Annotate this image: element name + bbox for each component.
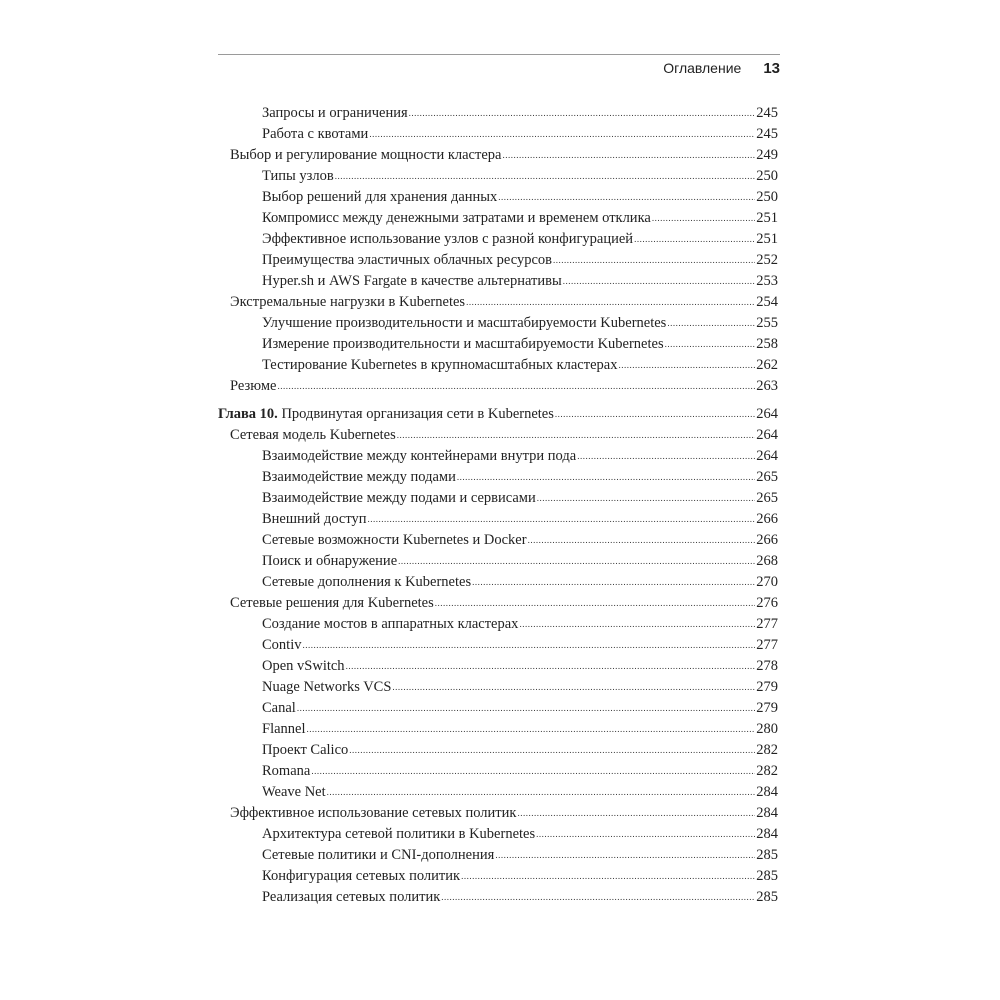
dot-leader bbox=[297, 697, 755, 719]
dot-leader bbox=[335, 165, 756, 187]
toc-entry-page: 265 bbox=[756, 490, 778, 506]
toc-subsection-entry[interactable] bbox=[218, 488, 778, 509]
toc-subsection-entry[interactable] bbox=[218, 635, 778, 656]
toc-entry-title: Преимущества эластичных облачных ресурсов bbox=[262, 252, 552, 268]
toc-entry-page: 285 bbox=[756, 847, 778, 863]
toc-entry-page: 280 bbox=[756, 721, 778, 737]
dot-leader bbox=[409, 102, 756, 124]
dot-leader bbox=[634, 228, 755, 250]
toc-subsection-entry[interactable] bbox=[218, 719, 778, 740]
toc-chapter-entry[interactable] bbox=[218, 404, 778, 425]
toc-entry-title: Сетевые политики и CNI-дополнения bbox=[262, 847, 495, 863]
toc-entry-page: 253 bbox=[756, 273, 778, 289]
dot-leader bbox=[435, 592, 756, 614]
toc-subsection-entry[interactable] bbox=[218, 250, 778, 271]
toc-entry-page: 265 bbox=[756, 469, 778, 485]
toc-entry-title: Конфигурация сетевых политик bbox=[262, 868, 461, 884]
toc-subsection-entry[interactable] bbox=[218, 313, 778, 334]
toc-subsection-entry[interactable] bbox=[218, 229, 778, 250]
toc-entry-page: 276 bbox=[756, 595, 778, 611]
toc-subsection-entry[interactable] bbox=[218, 446, 778, 467]
toc-subsection-entry[interactable] bbox=[218, 740, 778, 761]
toc-entry-page: 282 bbox=[756, 742, 778, 758]
toc-entry-title: Компромисс между денежными затратами и временем отклика bbox=[262, 210, 651, 226]
toc-subsection-entry[interactable] bbox=[218, 355, 778, 376]
dot-leader bbox=[517, 802, 755, 824]
toc-subsection-entry[interactable] bbox=[218, 677, 778, 698]
toc-entry-page: 263 bbox=[756, 378, 778, 394]
toc-entry-page: 245 bbox=[756, 126, 778, 142]
toc-subsection-entry[interactable] bbox=[218, 208, 778, 229]
dot-leader bbox=[392, 676, 755, 698]
toc-entry-page: 245 bbox=[756, 105, 778, 121]
toc-entry-title: Выбор решений для хранения данных bbox=[262, 189, 498, 205]
dot-leader bbox=[536, 823, 755, 845]
toc-subsection-entry[interactable] bbox=[218, 271, 778, 292]
dot-leader bbox=[495, 844, 755, 866]
toc-entry-page: 250 bbox=[756, 168, 778, 184]
toc-entry-title: Запросы и ограничения bbox=[262, 105, 408, 121]
toc-subsection-entry[interactable] bbox=[218, 509, 778, 530]
toc-entry-page: 285 bbox=[756, 868, 778, 884]
toc-entry-title bbox=[218, 404, 554, 425]
dot-leader bbox=[498, 186, 755, 208]
toc-subsection-entry[interactable] bbox=[218, 845, 778, 866]
toc-subsection-entry[interactable] bbox=[218, 530, 778, 551]
dot-leader bbox=[457, 466, 755, 488]
toc-subsection-entry[interactable] bbox=[218, 572, 778, 593]
dot-leader bbox=[577, 445, 755, 467]
toc-entry-title: Hyper.sh и AWS Fargate в качестве альтернативы bbox=[262, 273, 562, 289]
toc-entry-title: Сетевые возможности Kubernetes и Docker bbox=[262, 532, 527, 548]
dot-leader bbox=[302, 634, 755, 656]
dot-leader bbox=[537, 487, 756, 509]
dot-leader bbox=[397, 424, 755, 446]
toc-subsection-entry[interactable] bbox=[218, 887, 778, 908]
toc-entry-page: 278 bbox=[756, 658, 778, 674]
toc-entry-page: 255 bbox=[756, 315, 778, 331]
chapter-title: Продвинутая организация сети в Kubernetes bbox=[281, 406, 554, 422]
dot-leader bbox=[311, 760, 755, 782]
toc-entry-title: Сетевая модель Kubernetes bbox=[230, 427, 396, 443]
toc-entry-title: Canal bbox=[262, 700, 296, 716]
toc-entry-title: Сетевые решения для Kubernetes bbox=[230, 595, 434, 611]
toc-entry-page: 249 bbox=[756, 147, 778, 163]
toc-entry-title: Резюме bbox=[230, 378, 277, 394]
dot-leader bbox=[461, 865, 755, 887]
toc-entry-title: Эффективное использование сетевых политик bbox=[230, 805, 517, 821]
toc-section-entry[interactable] bbox=[218, 803, 778, 824]
toc-entry-page: 268 bbox=[756, 553, 778, 569]
dot-leader bbox=[369, 123, 755, 145]
chapter-label: Глава 10. bbox=[218, 406, 278, 422]
toc-entry-title: Взаимодействие между контейнерами внутри пода bbox=[262, 448, 577, 464]
toc-entry-title: Экстремальные нагрузки в Kubernetes bbox=[230, 294, 466, 310]
toc-entry-title: Romana bbox=[262, 763, 311, 779]
toc-entry-title: Weave Net bbox=[262, 784, 326, 800]
toc-section-entry[interactable] bbox=[218, 292, 778, 313]
toc-entry-title: Взаимодействие между подами bbox=[262, 469, 456, 485]
toc-section-entry[interactable] bbox=[218, 376, 778, 397]
toc-subsection-entry[interactable] bbox=[218, 166, 778, 187]
toc-subsection-entry[interactable] bbox=[218, 614, 778, 635]
toc-subsection-entry[interactable] bbox=[218, 656, 778, 677]
toc-entry-page: 284 bbox=[756, 826, 778, 842]
toc-entry-title: Open vSwitch bbox=[262, 658, 345, 674]
toc-entry-title: Nuage Networks VCS bbox=[262, 679, 392, 695]
dot-leader bbox=[555, 403, 755, 425]
dot-leader bbox=[472, 571, 755, 593]
toc-subsection-entry[interactable] bbox=[218, 467, 778, 488]
toc-entry-page: 264 bbox=[756, 448, 778, 464]
toc-entry-title: Типы узлов bbox=[262, 168, 334, 184]
toc-subsection-entry[interactable] bbox=[218, 124, 778, 145]
dot-leader bbox=[441, 886, 755, 908]
toc-subsection-entry[interactable] bbox=[218, 824, 778, 845]
dot-leader bbox=[307, 718, 756, 740]
toc-entry-page: 284 bbox=[756, 784, 778, 800]
toc-entry-page: 251 bbox=[756, 231, 778, 247]
toc-subsection-entry[interactable] bbox=[218, 551, 778, 572]
toc-entry-title: Измерение производительности и масштабируемости Kubernetes bbox=[262, 336, 664, 352]
toc-entry-title: Создание мостов в аппаратных кластерах bbox=[262, 616, 519, 632]
dot-leader bbox=[349, 739, 755, 761]
toc-entry-title: Эффективное использование узлов с разной конфигурацией bbox=[262, 231, 634, 247]
dot-leader bbox=[502, 144, 755, 166]
running-header-title: Оглавление bbox=[663, 60, 742, 76]
toc-entry-page: 285 bbox=[756, 889, 778, 905]
toc-entry-page: 251 bbox=[756, 210, 778, 226]
toc-entry-page: 258 bbox=[756, 336, 778, 352]
dot-leader bbox=[618, 354, 755, 376]
page-number: 13 bbox=[763, 60, 780, 77]
toc-entry-page: 264 bbox=[756, 406, 778, 422]
dot-leader bbox=[327, 781, 756, 803]
toc-entry-title: Реализация сетевых политик bbox=[262, 889, 441, 905]
running-header bbox=[663, 60, 780, 77]
toc-entry-title: Flannel bbox=[262, 721, 306, 737]
toc-subsection-entry[interactable] bbox=[218, 334, 778, 355]
toc-entry-page: 254 bbox=[756, 294, 778, 310]
toc-entry-title: Сетевые дополнения к Kubernetes bbox=[262, 574, 472, 590]
dot-leader bbox=[466, 291, 755, 313]
toc-entry-page: 266 bbox=[756, 511, 778, 527]
toc-entry-title: Тестирование Kubernetes в крупномасштабных кластерах bbox=[262, 357, 618, 373]
toc-subsection-entry[interactable] bbox=[218, 187, 778, 208]
toc-entry-page: 252 bbox=[756, 252, 778, 268]
toc-entry-page: 262 bbox=[756, 357, 778, 373]
toc-entry-title: Взаимодействие между подами и сервисами bbox=[262, 490, 536, 506]
toc-entry-title: Поиск и обнаружение bbox=[262, 553, 398, 569]
toc-entry-page: 279 bbox=[756, 679, 778, 695]
table-of-contents bbox=[218, 103, 778, 908]
toc-entry-page: 266 bbox=[756, 532, 778, 548]
toc-entry-page: 277 bbox=[756, 637, 778, 653]
toc-entry-page: 264 bbox=[756, 427, 778, 443]
toc-entry-title: Работа с квотами bbox=[262, 126, 369, 142]
dot-leader bbox=[665, 333, 756, 355]
toc-subsection-entry[interactable] bbox=[218, 782, 778, 803]
toc-entry-page: 277 bbox=[756, 616, 778, 632]
toc-entry-title: Архитектура сетевой политики в Kubernetes bbox=[262, 826, 536, 842]
toc-entry-page: 250 bbox=[756, 189, 778, 205]
toc-entry-title: Внешний доступ bbox=[262, 511, 367, 527]
toc-entry-page: 284 bbox=[756, 805, 778, 821]
dot-leader bbox=[519, 613, 755, 635]
toc-entry-title: Проект Calico bbox=[262, 742, 349, 758]
toc-entry-page: 270 bbox=[756, 574, 778, 590]
toc-section-entry[interactable] bbox=[218, 145, 778, 166]
toc-section-entry[interactable] bbox=[218, 425, 778, 446]
dot-leader bbox=[667, 312, 755, 334]
toc-subsection-entry[interactable] bbox=[218, 866, 778, 887]
toc-subsection-entry[interactable] bbox=[218, 103, 778, 124]
toc-subsection-entry[interactable] bbox=[218, 761, 778, 782]
toc-entry-page: 279 bbox=[756, 700, 778, 716]
dot-leader bbox=[563, 270, 756, 292]
toc-entry-title: Улучшение производительности и масштабируемости Kubernetes bbox=[262, 315, 667, 331]
dot-leader bbox=[277, 375, 755, 397]
dot-leader bbox=[368, 508, 756, 530]
dot-leader bbox=[398, 550, 755, 572]
toc-section-entry[interactable] bbox=[218, 593, 778, 614]
dot-leader bbox=[652, 207, 755, 229]
toc-entry-title: Выбор и регулирование мощности кластера bbox=[230, 147, 502, 163]
dot-leader bbox=[346, 655, 756, 677]
toc-subsection-entry[interactable] bbox=[218, 698, 778, 719]
toc-entry-page: 282 bbox=[756, 763, 778, 779]
toc-entry-title: Contiv bbox=[262, 637, 302, 653]
dot-leader bbox=[528, 529, 756, 551]
dot-leader bbox=[553, 249, 755, 271]
header-rule bbox=[218, 54, 780, 55]
